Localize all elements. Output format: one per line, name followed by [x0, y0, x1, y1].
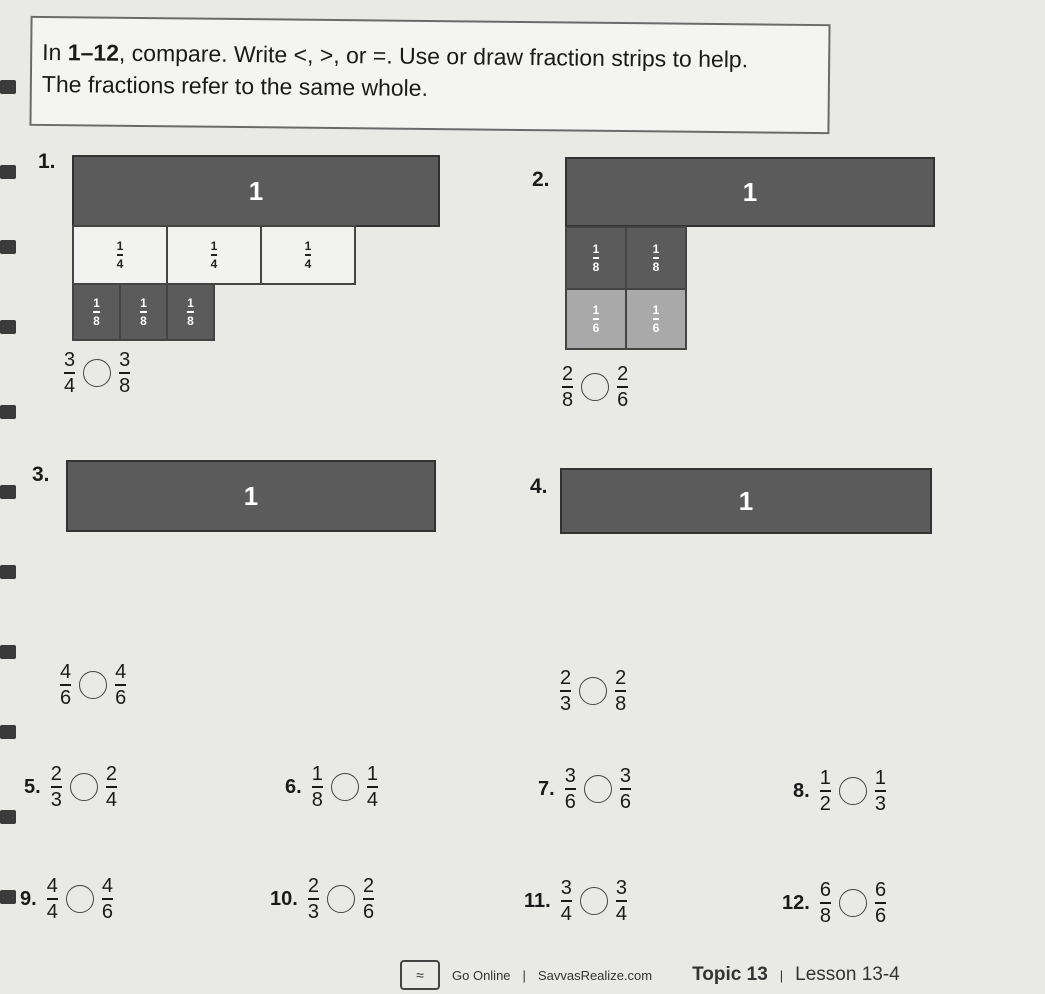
topic-label: Topic 13	[692, 964, 768, 985]
fraction	[653, 304, 660, 334]
problem-number: 5.	[24, 775, 41, 798]
denominator: 6	[115, 687, 127, 709]
problem-number: 8.	[793, 779, 810, 802]
instructions-line-2: The fractions refer to the same whole.	[41, 70, 429, 101]
fraction-bar	[305, 254, 312, 256]
numerator: 1	[819, 767, 831, 789]
fraction	[367, 764, 378, 810]
fraction	[565, 766, 576, 812]
problem-number: 7.	[538, 777, 555, 800]
denominator: 8	[652, 260, 660, 274]
denominator: 3	[50, 789, 62, 811]
problem-8	[793, 768, 886, 814]
fraction	[562, 364, 573, 410]
denominator: 6	[652, 321, 660, 335]
problem-3-number: 3.	[32, 463, 50, 486]
denominator: 8	[592, 260, 600, 274]
answer-circle[interactable]	[331, 773, 359, 801]
numerator: 1	[652, 242, 660, 256]
problem-1-fourths-row	[72, 225, 356, 285]
problem-12	[782, 880, 886, 926]
problem-4-number: 4.	[530, 475, 548, 498]
fraction	[305, 240, 312, 270]
fraction-bar	[653, 257, 660, 259]
problem-number: 9.	[20, 887, 37, 910]
denominator: 4	[304, 257, 312, 271]
fraction	[102, 876, 113, 922]
fraction-bar	[615, 690, 626, 692]
numerator: 3	[615, 877, 627, 899]
answer-circle[interactable]	[584, 775, 612, 803]
numerator: 6	[874, 879, 887, 901]
numerator: 2	[615, 667, 627, 689]
problem-6	[285, 764, 378, 810]
fraction	[593, 304, 600, 334]
fraction	[820, 880, 831, 926]
answer-circle[interactable]	[327, 885, 355, 913]
problem-1-eighths-row	[72, 283, 215, 341]
denominator: 8	[615, 693, 627, 715]
problem-range: 1–12	[67, 39, 120, 66]
instructions-box	[29, 16, 830, 134]
fraction	[60, 662, 71, 708]
answer-circle[interactable]	[83, 359, 111, 387]
answer-circle[interactable]	[581, 373, 609, 401]
fraction-bar	[653, 318, 660, 320]
fraction-strip-cell	[565, 288, 627, 350]
denominator: 4	[615, 903, 627, 925]
denominator: 8	[819, 905, 831, 927]
fraction-bar	[620, 788, 631, 790]
denominator: 3	[307, 901, 319, 923]
fraction	[211, 240, 218, 270]
problem-9	[20, 876, 113, 922]
fraction-strip-cell	[166, 225, 262, 285]
fraction	[363, 876, 374, 922]
fraction-strip-cell	[166, 283, 215, 341]
site-link[interactable]: SavvasRealize.com	[537, 967, 653, 983]
fraction	[93, 297, 100, 327]
answer-circle[interactable]	[839, 889, 867, 917]
fraction	[312, 764, 323, 810]
problem-11	[524, 878, 627, 924]
problem-number: 12.	[782, 891, 810, 914]
numerator: 1	[311, 763, 323, 785]
denominator: 4	[210, 257, 218, 271]
denominator: 6	[60, 687, 72, 709]
fraction-bar	[820, 790, 831, 792]
numerator: 3	[560, 877, 572, 899]
fraction-strip-cell	[625, 288, 687, 350]
fraction-bar	[140, 311, 147, 313]
denominator: 6	[617, 389, 629, 411]
fraction	[615, 668, 626, 714]
fraction-bar	[617, 386, 628, 388]
numerator: 4	[60, 661, 72, 683]
fraction	[875, 768, 886, 814]
numerator: 2	[105, 763, 117, 785]
problem-2-eighths-row	[565, 226, 687, 290]
fraction-bar	[560, 690, 571, 692]
fraction	[616, 878, 627, 924]
problem-1-whole-strip: 1	[72, 155, 440, 227]
denominator: 4	[560, 903, 572, 925]
numerator: 1	[874, 767, 886, 789]
numerator: 4	[101, 875, 113, 897]
problem-10	[270, 876, 374, 922]
fraction-bar	[593, 318, 600, 320]
fraction-bar	[115, 684, 126, 686]
online-icon: ≈	[400, 960, 440, 990]
numerator: 6	[819, 879, 831, 901]
problem-2-comparison	[562, 364, 628, 410]
answer-circle[interactable]	[839, 777, 867, 805]
problem-3-comparison	[60, 662, 126, 708]
problem-4-comparison	[560, 668, 626, 714]
fraction-bar	[211, 254, 218, 256]
fraction	[47, 876, 58, 922]
fraction	[593, 243, 600, 273]
numerator: 1	[366, 763, 378, 785]
numerator: 4	[115, 661, 127, 683]
problem-2-sixths-row	[565, 288, 687, 350]
answer-circle[interactable]	[580, 887, 608, 915]
fraction-bar	[616, 900, 627, 902]
numerator: 3	[619, 765, 631, 787]
numerator: 2	[562, 363, 574, 385]
problem-1-number: 1.	[38, 150, 56, 173]
fraction-bar	[367, 786, 378, 788]
fraction	[117, 240, 124, 270]
fraction	[820, 768, 831, 814]
denominator: 8	[311, 789, 323, 811]
fraction	[106, 764, 117, 810]
fraction-strip-cell	[119, 283, 168, 341]
answer-circle[interactable]	[579, 677, 607, 705]
denominator: 6	[874, 905, 887, 927]
fraction-bar	[60, 684, 71, 686]
numerator: 1	[592, 242, 600, 256]
numerator: 3	[564, 765, 576, 787]
problem-2-whole-strip: 1	[565, 157, 935, 227]
denominator: 6	[564, 791, 576, 813]
fraction-bar	[51, 786, 62, 788]
footer-separator: |	[522, 967, 526, 983]
denominator: 4	[105, 789, 117, 811]
denominator: 3	[874, 793, 886, 815]
numerator: 3	[64, 349, 76, 371]
fraction-strip-cell	[565, 226, 627, 290]
denominator: 6	[362, 901, 375, 923]
numerator: 1	[652, 303, 660, 317]
fraction-bar	[102, 898, 113, 900]
denominator: 6	[592, 321, 600, 335]
instructions-line-1: In 1–12, compare. Write <, >, or =. Use or draw fraction strips to help.	[42, 38, 749, 73]
fraction	[119, 350, 130, 396]
problem-1-comparison	[64, 350, 130, 396]
answer-circle[interactable]	[66, 885, 94, 913]
denominator: 6	[101, 901, 113, 923]
lesson-label: Lesson 13-4	[795, 964, 900, 985]
denominator: 4	[64, 375, 76, 397]
fraction	[560, 668, 571, 714]
numerator: 1	[592, 303, 600, 317]
denominator: 8	[140, 314, 147, 328]
fraction-strip-cell	[260, 225, 356, 285]
fraction-bar	[64, 372, 75, 374]
denominator: 2	[819, 793, 831, 815]
fraction-bar	[561, 900, 572, 902]
numerator: 2	[617, 363, 629, 385]
fraction	[617, 364, 628, 410]
numerator: 2	[560, 667, 572, 689]
problem-2-number: 2.	[532, 168, 550, 191]
fraction	[115, 662, 126, 708]
problem-number: 6.	[285, 775, 302, 798]
fraction	[51, 764, 62, 810]
denominator: 8	[93, 314, 100, 328]
numerator: 4	[46, 875, 58, 897]
denominator: 8	[187, 314, 194, 328]
footer-separator-2: |	[779, 967, 784, 983]
problem-number: 10.	[270, 887, 298, 910]
fraction-bar	[308, 898, 319, 900]
fraction-bar	[875, 790, 886, 792]
fraction-bar	[93, 311, 100, 313]
problem-4-whole-strip: 1	[560, 468, 932, 534]
fraction-bar	[875, 902, 886, 904]
fraction-strip-cell	[72, 225, 168, 285]
denominator: 4	[366, 789, 378, 811]
denominator: 4	[116, 257, 124, 271]
page-footer	[400, 960, 900, 990]
fraction-bar	[187, 311, 194, 313]
numerator: 3	[119, 349, 131, 371]
problem-number: 11.	[524, 889, 551, 912]
numerator: 1	[304, 239, 312, 253]
numerator: 1	[210, 239, 218, 253]
fraction	[561, 878, 572, 924]
numerator: 1	[140, 296, 147, 310]
fraction	[620, 766, 631, 812]
fraction	[64, 350, 75, 396]
fraction-bar	[119, 372, 130, 374]
fraction-bar	[820, 902, 831, 904]
numerator: 2	[50, 763, 62, 785]
answer-circle[interactable]	[79, 671, 107, 699]
go-online-label: Go Online	[452, 967, 511, 983]
fraction	[875, 880, 886, 926]
fraction	[308, 876, 319, 922]
numerator: 2	[307, 875, 319, 897]
fraction-bar	[117, 254, 124, 256]
fraction-strip-cell	[72, 283, 121, 341]
problem-5	[24, 764, 117, 810]
fraction-bar	[593, 257, 600, 259]
denominator: 8	[562, 389, 574, 411]
fraction-bar	[565, 788, 576, 790]
numerator: 1	[116, 239, 124, 253]
fraction-bar	[562, 386, 573, 388]
fraction-bar	[47, 898, 58, 900]
denominator: 6	[619, 791, 631, 813]
fraction	[140, 297, 147, 327]
denominator: 4	[46, 901, 58, 923]
fraction-strip-cell	[625, 226, 687, 290]
fraction	[653, 243, 660, 273]
fraction-bar	[363, 898, 374, 900]
fraction-bar	[312, 786, 323, 788]
numerator: 1	[187, 296, 194, 310]
problem-7	[538, 766, 631, 812]
fraction-bar	[106, 786, 117, 788]
numerator: 2	[362, 875, 375, 897]
numerator: 1	[93, 296, 100, 310]
problem-3-whole-strip: 1	[66, 460, 436, 532]
denominator: 3	[560, 693, 572, 715]
answer-circle[interactable]	[70, 773, 98, 801]
fraction	[187, 297, 194, 327]
denominator: 8	[119, 375, 131, 397]
